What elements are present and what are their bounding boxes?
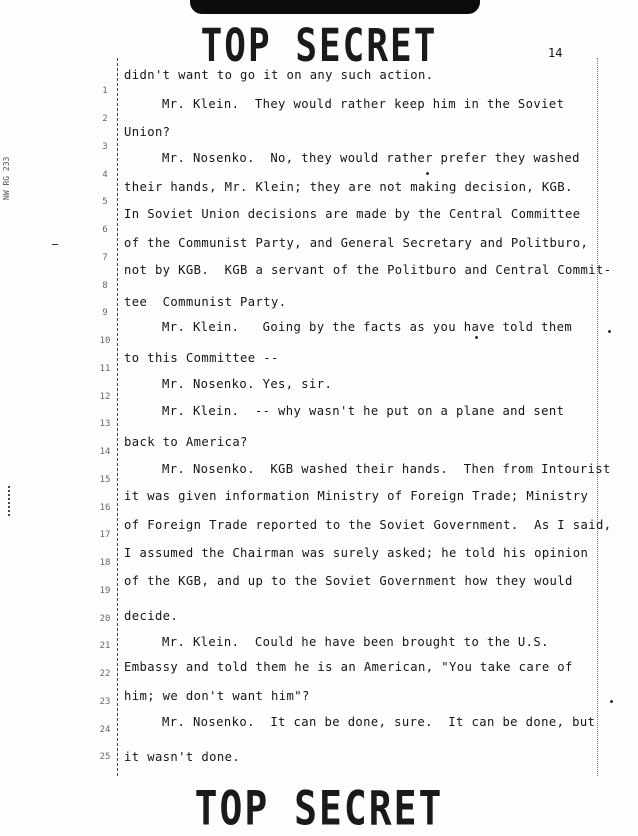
transcript-line: it wasn't done.: [124, 750, 241, 764]
line-number: 9: [102, 308, 108, 318]
transcript-line: of the KGB, and up to the Soviet Government how they would: [124, 574, 573, 588]
scan-speck: [610, 700, 613, 703]
archive-mark: NW RG 233: [2, 156, 11, 200]
line-number: 10: [99, 336, 111, 346]
transcript-line: him; we don't want him"?: [124, 689, 310, 703]
top-secret-stamp-footer: TOP SECRET: [194, 780, 444, 836]
line-number: 8: [102, 281, 108, 291]
line-number: 22: [99, 669, 111, 679]
line-number: 17: [99, 530, 111, 540]
transcript-line: back to America?: [124, 435, 248, 449]
transcript-line: Embassy and told them he is an American, "You take care of: [124, 660, 573, 674]
margin-mark: [52, 244, 58, 245]
transcript-line: Mr. Nosenko. Yes, sir.: [162, 377, 333, 391]
transcript-line: decide.: [124, 609, 179, 623]
transcript-line: Mr. Klein. -- why wasn't he put on a plane and sent: [162, 404, 565, 418]
line-number: 18: [99, 558, 111, 568]
line-number: 20: [99, 614, 111, 624]
transcript-line: Mr. Nosenko. It can be done, sure. It can be done, but: [162, 715, 596, 729]
line-number: 4: [102, 170, 108, 180]
transcript-line: Mr. Klein. Could he have been brought to the U.S.: [162, 635, 549, 649]
scan-speck: [608, 330, 611, 333]
transcript-line: tee Communist Party.: [124, 295, 287, 309]
line-number: 3: [102, 142, 108, 152]
line-number: 11: [99, 364, 111, 374]
line-number: 14: [99, 447, 111, 457]
line-number: 21: [99, 641, 111, 651]
transcript-line: Mr. Nosenko. No, they would rather prefer they washed: [162, 151, 580, 165]
transcript-line: of the Communist Party, and General Secretary and Politburo,: [124, 236, 589, 250]
line-number: 13: [99, 419, 111, 429]
transcript-line: Mr. Klein. Going by the facts as you have told them: [162, 320, 573, 334]
line-number: 2: [102, 114, 108, 124]
line-number: 25: [99, 752, 111, 762]
redaction-bar: [190, 0, 480, 14]
line-number: 1: [102, 86, 108, 96]
transcript-line: didn't want to go it on any such action.: [124, 68, 434, 82]
top-secret-stamp-header: TOP SECRET: [200, 20, 438, 73]
line-number: 23: [99, 697, 111, 707]
line-number: 16: [99, 503, 111, 513]
punch-marks: [8, 486, 12, 516]
transcript-line: I assumed the Chairman was surely asked; he told his opinion: [124, 546, 589, 560]
transcript-line: Mr. Nosenko. KGB washed their hands. Then from Intourist: [162, 462, 611, 476]
line-number: 12: [99, 392, 111, 402]
page-number: 14: [548, 46, 563, 60]
transcript-line: it was given information Ministry of Foreign Trade; Ministry: [124, 489, 589, 503]
line-number: 24: [99, 725, 111, 735]
line-number: 6: [102, 225, 108, 235]
transcript-line: not by KGB. KGB a servant of the Politburo and Central Commit-: [124, 263, 612, 277]
left-margin-rule: [117, 58, 118, 776]
right-margin-rule: [597, 58, 598, 776]
scan-speck: [426, 172, 429, 175]
transcript-line: Union?: [124, 125, 171, 139]
transcript-line: Mr. Klein. They would rather keep him in the Soviet: [162, 97, 565, 111]
transcript-line: In Soviet Union decisions are made by the Central Committee: [124, 207, 581, 221]
line-number: 15: [99, 475, 111, 485]
transcript-line: to this Committee --: [124, 351, 279, 365]
transcript-line: their hands, Mr. Klein; they are not making decision, KGB.: [124, 180, 573, 194]
line-number: 7: [102, 253, 108, 263]
scan-speck: [475, 336, 478, 339]
transcript-line: of Foreign Trade reported to the Soviet Government. As I said,: [124, 518, 612, 532]
line-number: 19: [99, 586, 111, 596]
line-number: 5: [102, 197, 108, 207]
